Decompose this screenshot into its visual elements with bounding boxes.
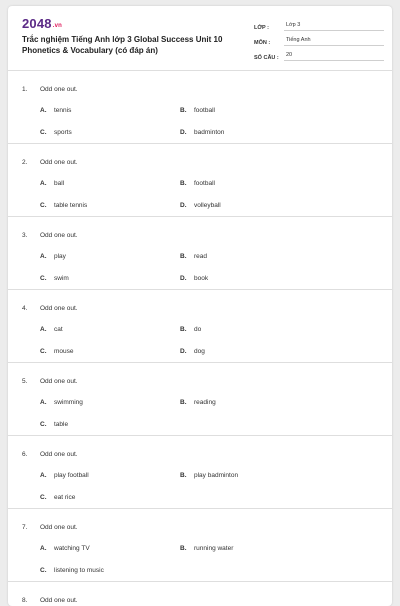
option-row bbox=[8, 559, 392, 581]
option-letter: D. bbox=[180, 274, 187, 282]
question-item bbox=[8, 582, 392, 606]
question-number: 1. bbox=[22, 86, 28, 93]
meta-row-count bbox=[254, 46, 384, 61]
option-letter: B. bbox=[180, 398, 187, 406]
logo-suffix: .vn bbox=[52, 23, 63, 29]
option-letter: B. bbox=[180, 252, 187, 260]
answer-option[interactable] bbox=[8, 180, 180, 187]
answer-option[interactable] bbox=[8, 326, 180, 333]
option-row bbox=[8, 486, 392, 508]
answer-option[interactable] bbox=[180, 275, 360, 282]
question-prompt bbox=[8, 144, 392, 172]
question-item bbox=[8, 144, 392, 217]
option-text: volleyball bbox=[194, 201, 221, 209]
option-row bbox=[8, 340, 392, 362]
meta-key: MÔN : bbox=[254, 40, 271, 46]
option-text: swim bbox=[54, 274, 69, 282]
option-text: do bbox=[194, 325, 202, 333]
answer-option[interactable] bbox=[8, 545, 180, 552]
option-text: book bbox=[194, 274, 209, 282]
option-text: dog bbox=[194, 347, 205, 355]
option-text: mouse bbox=[54, 347, 74, 355]
option-text: play bbox=[54, 252, 66, 260]
worksheet-header bbox=[8, 6, 392, 71]
answer-option[interactable] bbox=[8, 348, 180, 355]
answer-options bbox=[8, 172, 392, 216]
answer-option[interactable] bbox=[8, 202, 180, 209]
answer-option[interactable] bbox=[180, 107, 360, 114]
option-row bbox=[8, 464, 392, 486]
option-text: swimming bbox=[54, 398, 83, 406]
option-letter: A. bbox=[40, 252, 47, 260]
question-prompt bbox=[8, 363, 392, 391]
option-row bbox=[8, 318, 392, 340]
meta-value: Lớp 3 bbox=[284, 22, 384, 31]
answer-option[interactable] bbox=[8, 107, 180, 114]
option-text: table bbox=[54, 420, 69, 428]
question-text: Odd one out. bbox=[40, 597, 78, 604]
question-item bbox=[8, 290, 392, 363]
option-text: play badminton bbox=[194, 471, 239, 479]
question-number: 2. bbox=[22, 159, 28, 166]
option-letter: A. bbox=[40, 544, 47, 552]
option-text: running water bbox=[194, 544, 234, 552]
option-text: read bbox=[194, 252, 208, 260]
answer-options bbox=[8, 391, 392, 435]
option-letter: A. bbox=[40, 398, 47, 406]
option-text: sports bbox=[54, 128, 72, 136]
answer-option[interactable] bbox=[180, 545, 360, 552]
answer-option[interactable] bbox=[180, 202, 360, 209]
option-row bbox=[8, 413, 392, 435]
question-number: 6. bbox=[22, 451, 28, 458]
option-letter: A. bbox=[40, 106, 47, 114]
question-prompt bbox=[8, 509, 392, 537]
question-prompt bbox=[8, 71, 392, 99]
answer-option[interactable] bbox=[8, 275, 180, 282]
option-text: reading bbox=[194, 398, 216, 406]
question-number: 5. bbox=[22, 378, 28, 385]
meta-info bbox=[254, 16, 384, 61]
option-row bbox=[8, 99, 392, 121]
option-letter: C. bbox=[40, 201, 47, 209]
option-text: play football bbox=[54, 471, 89, 479]
option-text: watching TV bbox=[54, 544, 90, 552]
answer-options bbox=[8, 464, 392, 508]
option-letter: B. bbox=[180, 544, 187, 552]
question-item bbox=[8, 363, 392, 436]
option-row bbox=[8, 537, 392, 559]
answer-options bbox=[8, 318, 392, 362]
option-letter: C. bbox=[40, 347, 47, 355]
question-text: Odd one out. bbox=[40, 305, 78, 312]
option-text: tennis bbox=[54, 106, 72, 114]
option-text: eat rice bbox=[54, 493, 76, 501]
question-text: Odd one out. bbox=[40, 159, 78, 166]
option-row bbox=[8, 172, 392, 194]
option-letter: C. bbox=[40, 128, 47, 136]
answer-options bbox=[8, 99, 392, 143]
question-number: 7. bbox=[22, 524, 28, 531]
answer-option[interactable] bbox=[180, 129, 360, 136]
answer-option[interactable] bbox=[8, 567, 180, 574]
answer-option[interactable] bbox=[180, 472, 360, 479]
question-item bbox=[8, 217, 392, 290]
option-row bbox=[8, 194, 392, 216]
question-item bbox=[8, 509, 392, 582]
option-letter: B. bbox=[180, 471, 187, 479]
question-text: Odd one out. bbox=[40, 524, 78, 531]
option-text: badminton bbox=[194, 128, 225, 136]
meta-value: 20 bbox=[284, 52, 384, 61]
option-letter: D. bbox=[180, 347, 187, 355]
option-letter: B. bbox=[180, 106, 187, 114]
option-letter: A. bbox=[40, 325, 47, 333]
question-number: 8. bbox=[22, 597, 28, 604]
question-prompt bbox=[8, 582, 392, 606]
question-number: 4. bbox=[22, 305, 28, 312]
option-row bbox=[8, 267, 392, 289]
question-text: Odd one out. bbox=[40, 451, 78, 458]
option-text: cat bbox=[54, 325, 63, 333]
option-text: listening to music bbox=[54, 566, 104, 574]
question-text: Odd one out. bbox=[40, 86, 78, 93]
option-letter: D. bbox=[180, 128, 187, 136]
question-text: Odd one out. bbox=[40, 378, 78, 385]
meta-key: SỐ CÂU : bbox=[254, 55, 279, 61]
option-text: football bbox=[194, 179, 215, 187]
option-letter: D. bbox=[180, 201, 187, 209]
option-letter: A. bbox=[40, 179, 47, 187]
answer-option[interactable] bbox=[8, 399, 180, 406]
page-title: Trắc nghiệm Tiếng Anh lớp 3 Global Success Unit 10 Phonetics & Vocabulary (có đáp án) bbox=[22, 35, 223, 55]
question-prompt bbox=[8, 217, 392, 245]
question-item bbox=[8, 71, 392, 144]
question-list bbox=[8, 71, 392, 606]
question-prompt bbox=[8, 436, 392, 464]
site-logo[interactable] bbox=[22, 16, 62, 31]
answer-option[interactable] bbox=[180, 348, 360, 355]
answer-options bbox=[8, 245, 392, 289]
option-text: ball bbox=[54, 179, 65, 187]
question-item bbox=[8, 436, 392, 509]
option-letter: A. bbox=[40, 471, 47, 479]
option-letter: C. bbox=[40, 274, 47, 282]
meta-row-class bbox=[254, 16, 384, 31]
option-row bbox=[8, 245, 392, 267]
answer-option[interactable] bbox=[8, 472, 180, 479]
answer-option[interactable] bbox=[8, 253, 180, 260]
meta-key: LỚP : bbox=[254, 25, 269, 31]
option-text: football bbox=[194, 106, 215, 114]
meta-value: Tiếng Anh bbox=[284, 37, 384, 46]
option-row bbox=[8, 391, 392, 413]
meta-row-subject bbox=[254, 31, 384, 46]
answer-options bbox=[8, 537, 392, 581]
option-letter: B. bbox=[180, 179, 187, 187]
logo-text: 2048 bbox=[22, 16, 52, 31]
answer-option[interactable] bbox=[8, 129, 180, 136]
answer-option[interactable] bbox=[8, 421, 180, 428]
answer-option[interactable] bbox=[180, 399, 360, 406]
answer-option[interactable] bbox=[8, 494, 180, 501]
answer-option[interactable] bbox=[180, 326, 360, 333]
option-row bbox=[8, 121, 392, 143]
worksheet bbox=[8, 6, 392, 606]
option-letter: B. bbox=[180, 325, 187, 333]
answer-option[interactable] bbox=[180, 180, 360, 187]
option-letter: C. bbox=[40, 493, 47, 501]
option-letter: C. bbox=[40, 566, 47, 574]
question-text: Odd one out. bbox=[40, 232, 78, 239]
question-number: 3. bbox=[22, 232, 28, 239]
option-text: table tennis bbox=[54, 201, 88, 209]
question-prompt bbox=[8, 290, 392, 318]
option-letter: C. bbox=[40, 420, 47, 428]
answer-option[interactable] bbox=[180, 253, 360, 260]
